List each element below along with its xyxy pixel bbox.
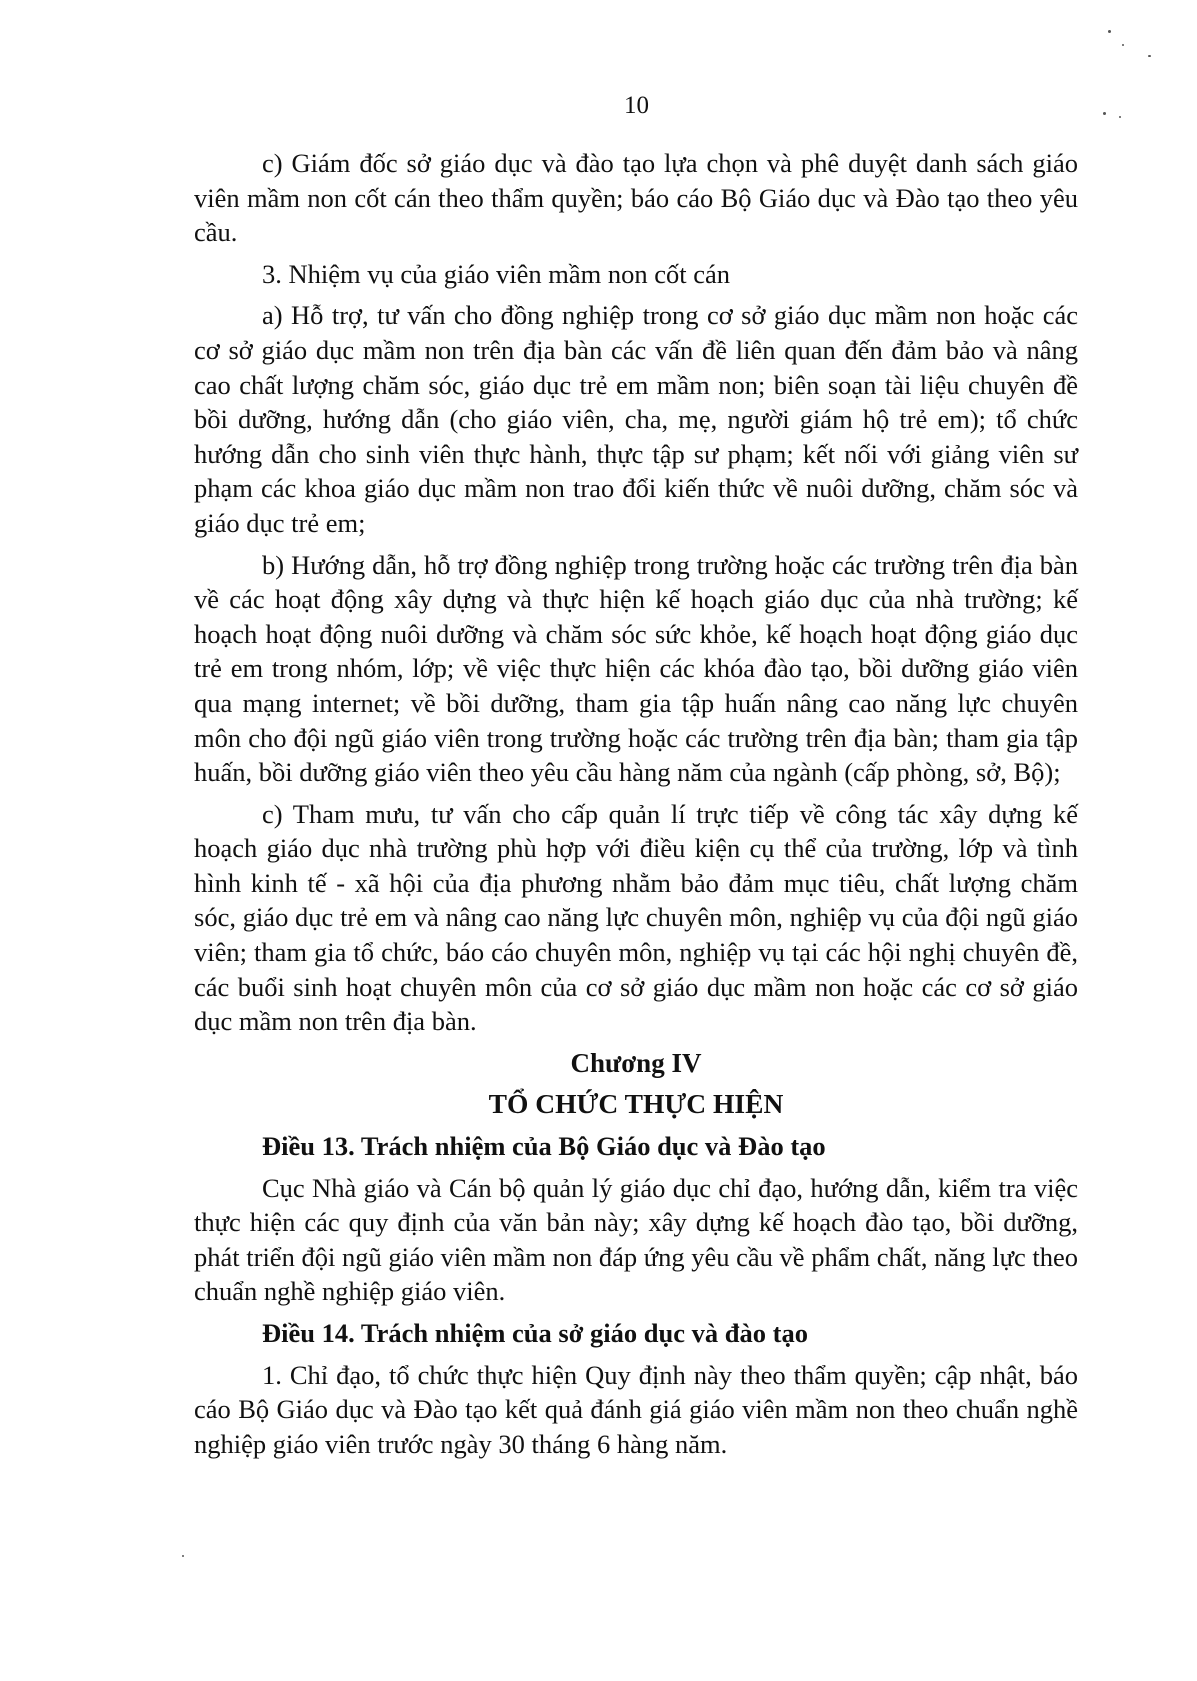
scan-speck bbox=[1122, 44, 1124, 46]
article-14-title: Điều 14. Trách nhiệm của sở giáo dục và đào tạo bbox=[262, 1318, 808, 1348]
page-number: 10 bbox=[624, 92, 649, 119]
paragraph-3a: a) Hỗ trợ, tư vấn cho đồng nghiệp trong cơ sở giáo dục mầm non hoặc các cơ sở giáo dục mầm non trên địa bàn các vấn đề liên quan đến đảm bảo và nâng cao chất lượng chăm sóc, giáo dục trẻ em mầm non; biên soạn tài liệu chuyên đề bồi dưỡng, hướng dẫn (cho giáo viên, cha, mẹ, người giám hộ trẻ em); tổ chức hướng dẫn cho sinh viên thực hành, thực tập sư phạm; kết nối với giảng viên sư phạm các khoa giáo dục mầm non trao đổi kiến thức về nuôi dưỡng, chăm sóc và giáo dục trẻ em; bbox=[194, 300, 1078, 538]
scan-speck bbox=[1108, 30, 1111, 33]
article-13-text: Cục Nhà giáo và Cán bộ quản lý giáo dục chỉ đạo, hướng dẫn, kiểm tra việc thực hiện các quy định của văn bản này; xây dựng kế hoạch đào tạo, bồi dưỡng, phát triển đội ngũ giáo viên mầm non đáp ứng yêu cầu về phẩm chất, năng lực theo chuẩn nghề nghiệp giáo viên. bbox=[194, 1172, 1078, 1307]
scan-speck bbox=[1103, 112, 1106, 115]
scan-speck bbox=[182, 1555, 184, 1557]
paragraph-section-3: 3. Nhiệm vụ của giáo viên mầm non cốt cán bbox=[262, 258, 731, 289]
paragraph-3b: b) Hướng dẫn, hỗ trợ đồng nghiệp trong trường hoặc các trường trên địa bàn về các hoạt động xây dựng và thực hiện kế hoạch giáo dục của nhà trường; kế hoạch hoạt động nuôi dưỡng và chăm sóc sức khỏe, kế hoạch hoạt động giáo dục trẻ em trong nhóm, lớp; về việc thực hiện các khóa đào tạo, bồi dưỡng giáo viên qua mạng internet; về bồi dưỡng, tham gia tập huấn nâng cao năng lực chuyên môn cho đội ngũ giáo viên trong trường hoặc các trường trên địa bàn; tham gia tập huấn, bồi dưỡng giáo viên theo yêu cầu hàng năm của ngành (cấp phòng, sở, Bộ); bbox=[194, 549, 1078, 788]
scan-speck bbox=[1119, 116, 1121, 118]
paragraph-3c: c) Tham mưu, tư vấn cho cấp quản lí trực tiếp về công tác xây dựng kế hoạch giáo dục nhà trường phù hợp với điều kiện cụ thể của trường, lớp và tình hình kinh tế - xã hội của địa phương nhằm bảo đảm mục tiêu, chất lượng chăm sóc, giáo dục trẻ em và nâng cao năng lực chuyên môn, nghiệp vụ của đội ngũ giáo viên; tham gia tổ chức, báo cáo chuyên môn, nghiệp vụ tại các hội nghị chuyên đề, các buổi sinh hoạt chuyên môn của cơ sở giáo dục mầm non hoặc các cơ sở giáo dục mầm non trên địa bàn. bbox=[194, 798, 1078, 1037]
article-13-title: Điều 13. Trách nhiệm của Bộ Giáo dục và Đào tạo bbox=[262, 1131, 826, 1162]
scan-speck bbox=[1148, 55, 1151, 57]
article-14-text: 1. Chỉ đạo, tổ chức thực hiện Quy định này theo thẩm quyền; cập nhật, báo cáo Bộ Giáo dục và Đào tạo kết quả đánh giá giáo viên mầm non theo chuẩn nghề nghiệp giáo viên trước ngày 30 tháng 6 hàng năm. bbox=[194, 1359, 1078, 1459]
paragraph-2c: c) Giám đốc sở giáo dục và đào tạo lựa chọn và phê duyệt danh sách giáo viên mầm non cốt cán theo thẩm quyền; báo cáo Bộ Giáo dục và Đào tạo theo yêu cầu. bbox=[194, 148, 1078, 248]
chapter-heading: TỔ CHỨC THỰC HIỆN bbox=[488, 1088, 784, 1120]
chapter-title: Chương IV bbox=[570, 1047, 702, 1078]
document-body bbox=[194, 146, 1078, 1468]
